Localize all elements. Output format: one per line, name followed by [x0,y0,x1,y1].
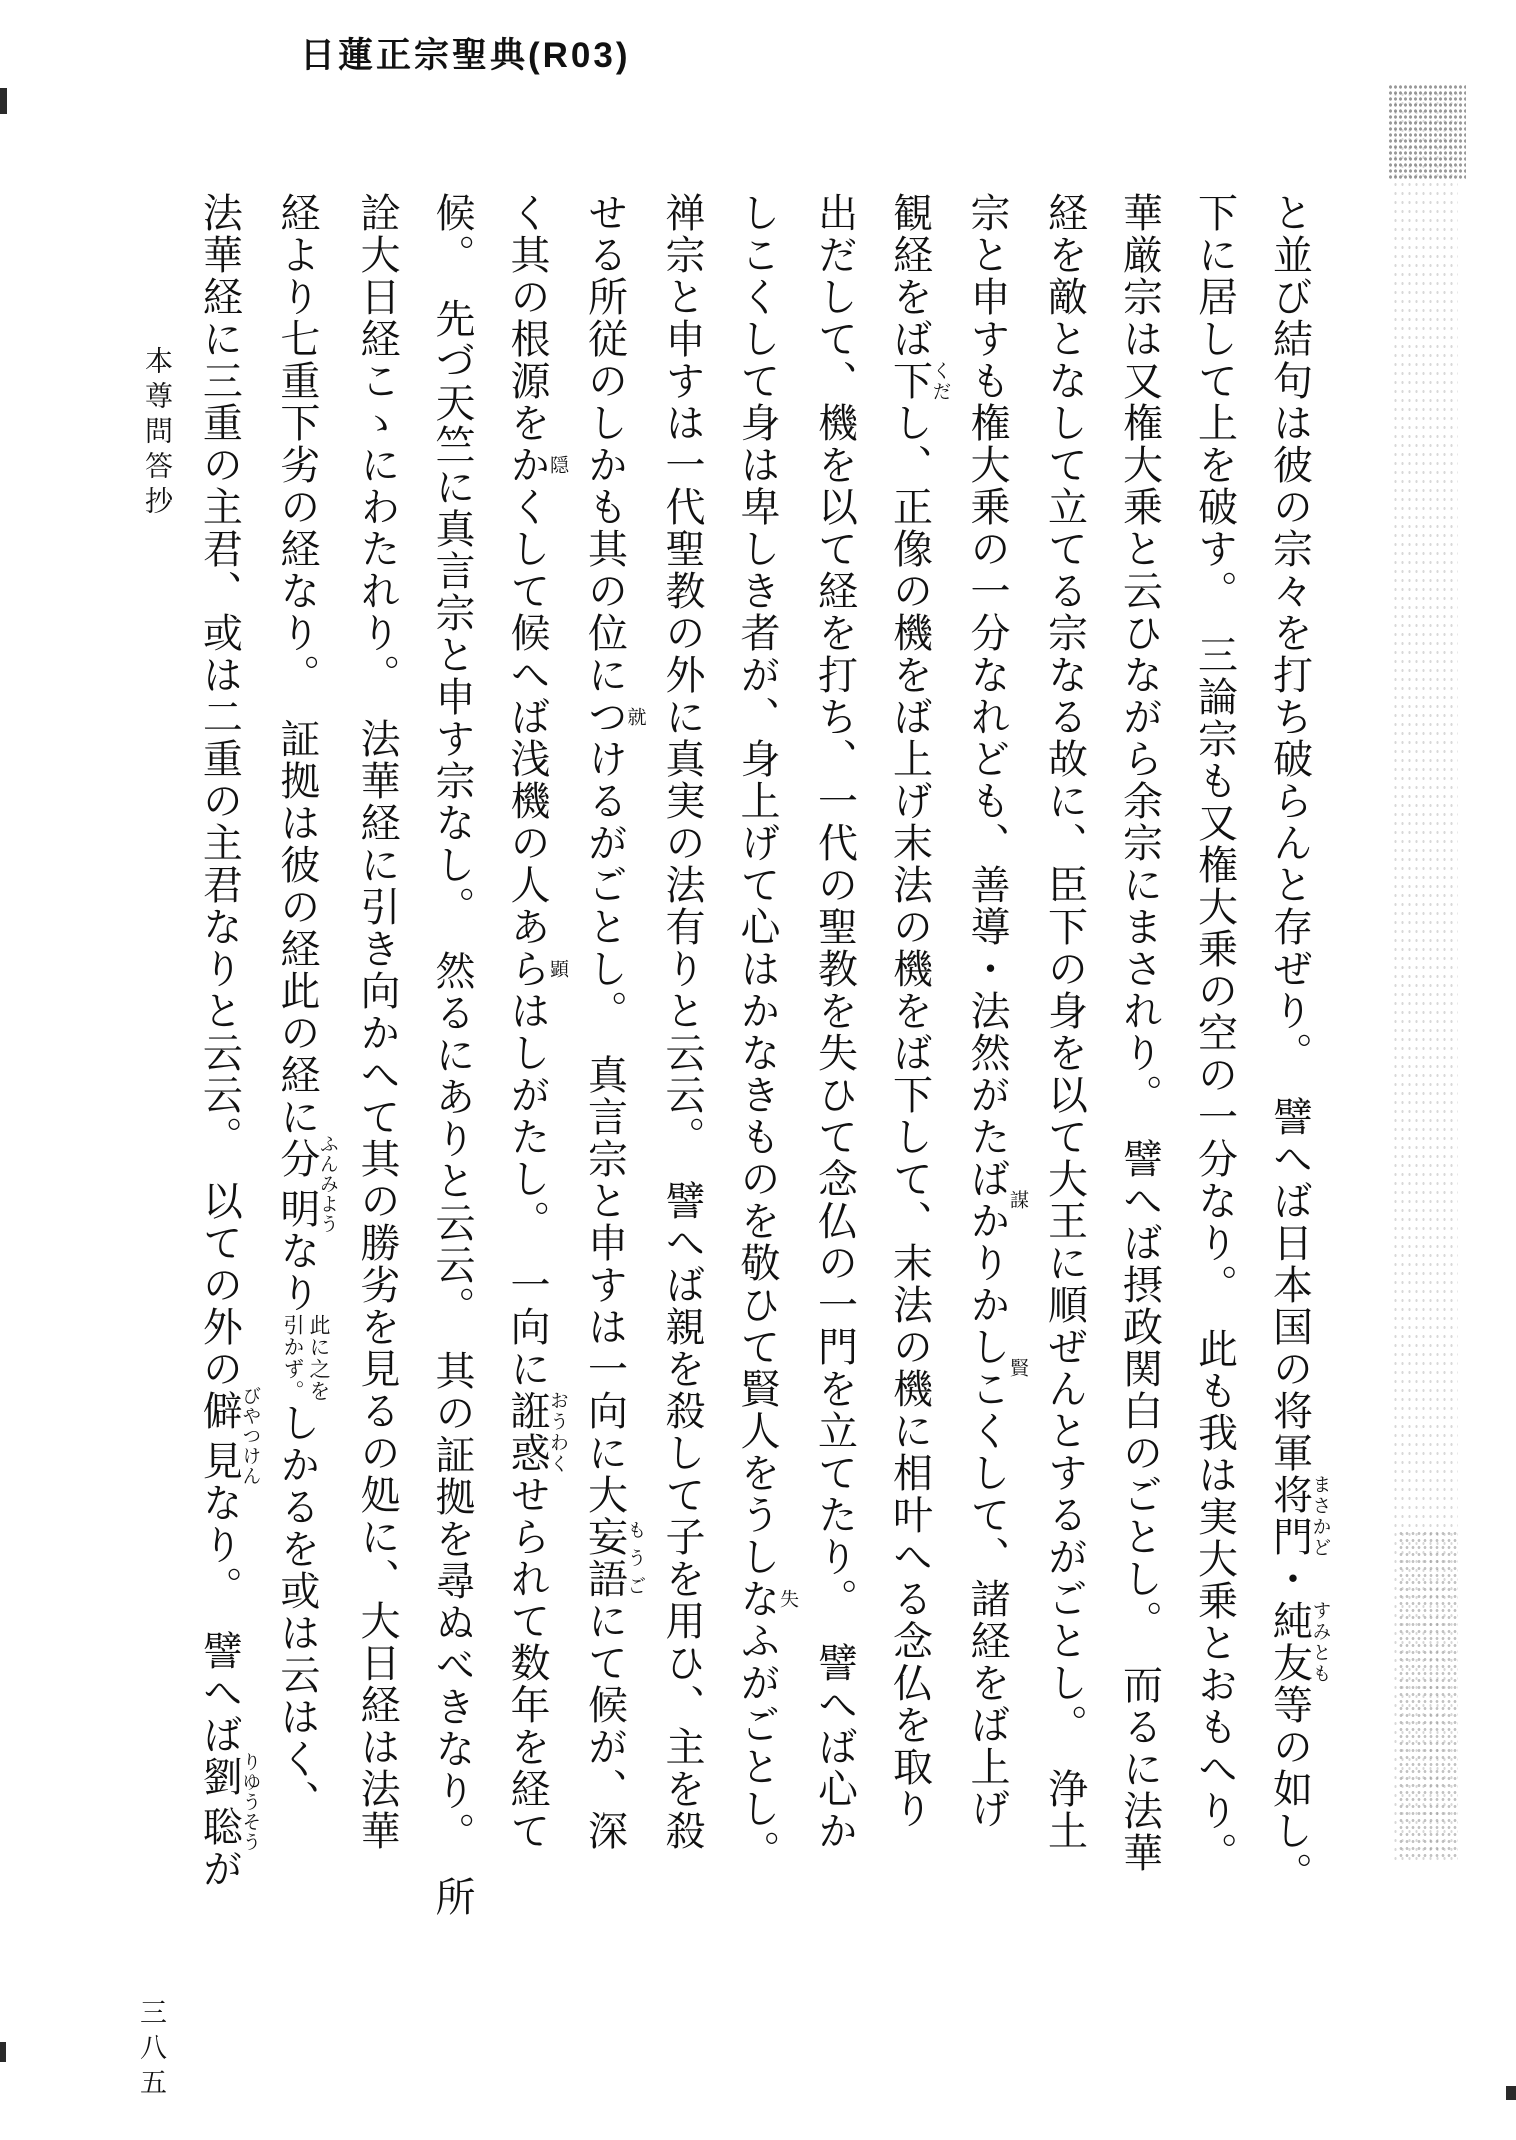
text-run: 経より七重下劣の経なり。 証拠は彼の経此の経に [274,192,320,1138]
furigana-annotated-word: たばかり謀 [965,1116,1028,1284]
text-column-10 [568,192,646,1932]
text-run: がごとし。 [735,1662,780,1872]
furigana: 顕 [547,948,568,990]
text-run: せられて数年を経て [505,1474,550,1852]
furigana: くだ [929,360,951,402]
furigana: もうご [624,1516,646,1600]
text-column-13 [340,192,415,1932]
page-number: 三八五 [136,1998,166,2103]
text-run: 宗と申すも権大乗の一分なれども、善導・法然が [965,192,1010,1116]
text-run: く其の根源を [505,192,550,444]
furigana-annotated-word: 純友すみとも [1267,1600,1331,1684]
furigana: 謀 [1007,1116,1028,1284]
furigana: 就 [624,696,646,738]
text-column-15 [182,192,260,1932]
text-run: 出だして、機を以て経を打ち、一代の聖教を失ひて念仏の一門を立てたり。 譬へば心か [812,192,858,1852]
furigana: 隠 [547,444,568,486]
scan-edge-mark [1506,2086,1516,2100]
text-run: しこくして身は卑しき者が、身上げて心はかなきものを敬ひて賢人をう [735,192,780,1536]
furigana-annotated-word: 妄語もうご [582,1516,646,1600]
text-run: 禅宗と申すは一代聖教の外に真実の法有りと云云。 譬へば親を殺して子を用ひ、主を殺 [660,192,705,1852]
furigana: 賢 [1007,1284,1028,1452]
text-run: にて候が、深 [582,1600,628,1852]
furigana: すみとも [1309,1600,1331,1684]
text-run: 経を敵となして立てる宗なる故に、臣下の身を以て大王に順ぜんとするがごとし。 浄土 [1042,192,1088,1852]
scan-edge-mark [0,2042,6,2062]
furigana-annotated-word: 下くだ [887,360,951,402]
text-column-6 [873,192,951,1932]
text-column-14 [260,192,340,1932]
furigana: おうわく [547,1390,568,1474]
furigana-annotated-word: 劉聡りゆうそう [197,1752,261,1852]
text-run: が [197,1848,243,1890]
text-column-2 [1178,192,1253,1932]
text-column-1 [1253,192,1331,1932]
text-column-5 [950,192,1028,1932]
furigana-annotated-word: 将門まさかど [1267,1474,1331,1558]
furigana: まさかど [1309,1474,1331,1558]
furigana: 失 [777,1536,798,1662]
furigana-annotated-word: かしこく賢 [965,1284,1028,1452]
text-run: せる所従のしかも其の位に [582,192,628,696]
text-run: くして候へば浅機の人あ [505,486,550,948]
main-text [182,192,1330,1932]
text-run: 詮大日経こゝにわたれり。 法華経に引き向かへて其の勝劣を見るの処に、大日経は法華 [355,192,400,1852]
text-run: し、正像の機をば上げ末法の機をば下して、末法の機に相叶へる念仏を取り [887,402,933,1830]
text-run: はしがたし。 一向に [505,990,550,1390]
text-run: 華厳宗は又権大乗と云ひながら余宗にまされり。 譬へば摂政関白のごとし。 而るに法華 [1117,192,1163,1874]
furigana-annotated-word: 分明ふんみよう [274,1134,338,1234]
furigana-annotated-word: 僻見びやつけん [197,1386,261,1486]
furigana-annotated-word: しなふ失 [735,1536,798,1662]
text-column-8 [720,192,798,1932]
furigana-annotated-word: 誑惑おうわく [505,1390,568,1474]
text-run: ・ [1267,1558,1313,1600]
text-column-7 [798,192,873,1932]
chapter-label: 本尊問答抄 [141,346,172,521]
text-run: 候。 先づ天竺に真言宗と申す宗なし。 然るにありと云云。 其の証拠を尋ぬべきなり。 所 [430,192,475,1918]
text-run: 法華経に三重の主君、或は二重の主君なりと云云。 以ての外の [197,192,243,1390]
text-run: と並び結句は彼の宗々を打ち破らんと存ぜり。 譬へば日本国の将軍 [1267,192,1313,1474]
furigana-annotated-word: つ就 [582,696,646,738]
text-run: なり。 譬へば [197,1482,243,1756]
text-run: 観経をば [887,192,933,360]
text-run: なり [274,1230,320,1314]
furigana-annotated-word: か隠 [505,444,568,486]
text-run: けるがごとし。 真言宗と申すは一向に大 [582,738,628,1516]
book-title: 日蓮正宗聖典(R03) [300,36,631,75]
text-column-3 [1103,192,1178,1932]
text-column-9 [645,192,720,1932]
text-column-11 [490,192,568,1932]
text-run: して、諸経をば上げ [965,1452,1010,1830]
furigana: りゆうそう [239,1752,261,1852]
text-column-12 [415,192,490,1932]
scan-edge-mark [0,88,7,114]
scan-noise-patch-top [1388,84,1466,180]
inline-note: 此に之を 引かず。 [281,1314,331,1402]
furigana: びやつけん [239,1386,261,1486]
text-run: 下に居して上を破す。 三論宗も又権大乗の空の一分なり。 此も我は実大乗とおもへり。 [1192,192,1238,1874]
text-run: 等の如し。 [1267,1684,1313,1894]
furigana-annotated-word: ら顕 [505,948,568,990]
scan-noise-patch-bottom [1398,1530,1458,1860]
furigana: ふんみよう [316,1134,338,1234]
text-column-4 [1028,192,1103,1932]
text-run: しかるを或は云はく、 [274,1402,320,1822]
